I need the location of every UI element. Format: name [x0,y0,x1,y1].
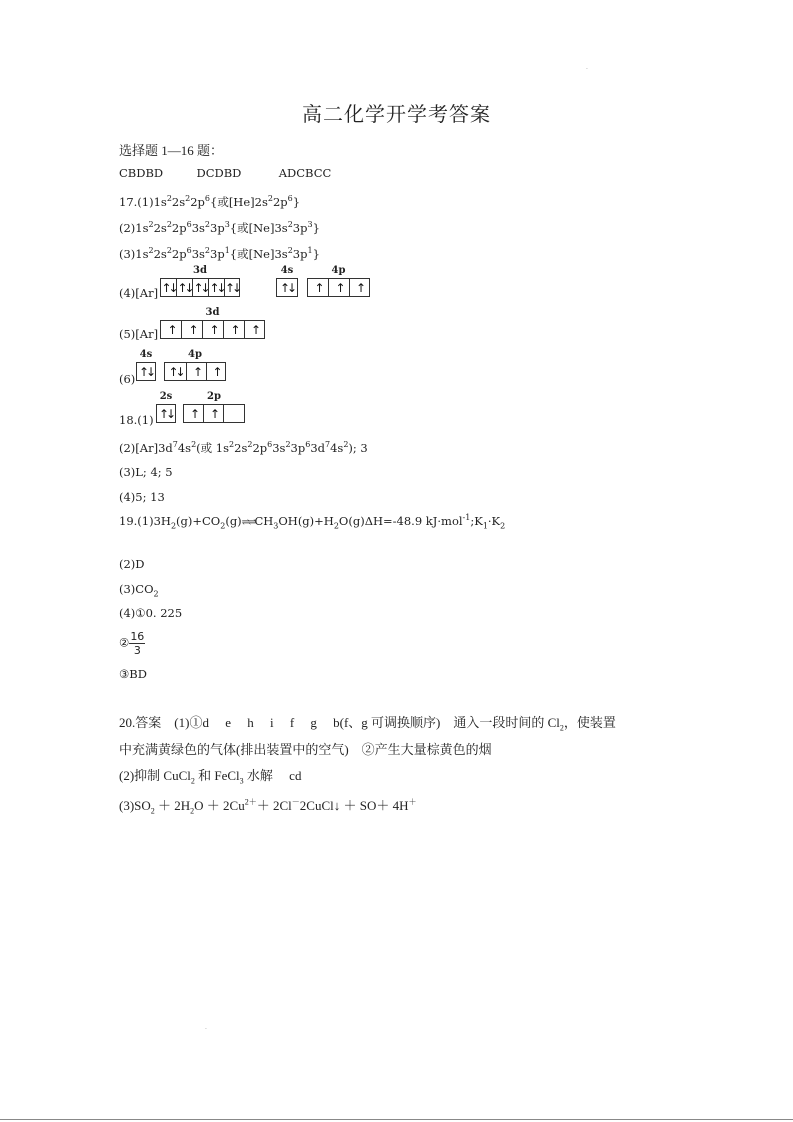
q18-part4: (4)5; 13 [119,490,165,504]
q20-part1: 20.答案 (1)①d e h i f g b(f、g 可调换顺序) 通入一段时间的 $Cl_2$，使装置 [119,715,616,733]
q18-part1-label: 18.(1) [119,413,154,427]
mc-header: 选择题 1—16 题： [119,143,224,158]
orb4-4s: 4s ↑↓ [276,278,298,297]
orb18-2p: 2p ↑ ↑ [183,404,245,423]
q18-part2: $(2)[Ar]3d^74s^2$(或 $1s^22s^22p^63s^23p^63d^74s^2$); 3 [119,440,368,455]
mc-group-1: CBDBD [119,166,164,180]
bottom-rule [0,1119,793,1120]
q18-part3: (3)L; 4; 5 [119,465,173,479]
q20-part2: (2)抑制 CuCl$_2$ 和 FeCl$_3$ 水解 cd [119,768,302,786]
q17-part5-label: (5)[Ar] [119,327,159,341]
q17-part6-label: (6) [119,372,136,386]
orb4-4p: 4p ↑ ↑ ↑ [307,278,370,297]
orb6-4p: 4p ↑↓ ↑ ↑ [164,362,226,381]
q17-part4-label: (4)[Ar] [119,286,159,300]
orb5-3d: 3d ↑ ↑ ↑ ↑ ↑ [160,320,265,339]
q17-p1-text: $(1)1s^22s^22p^6${或$[He]2s^22p^6$} [137,194,301,209]
q17-part2: $(2)1s^22s^22p^63s^23p^3${或$[Ne]3s^23p^3$} [119,220,320,235]
mc-group-2: DCDBD [196,166,242,180]
q20-part3: $(3)SO_2 + 2H_2O + 2Cu^{2+}+$ 2Cl－2CuCl↓ ＋ SO＋ 4H＋ [119,797,417,816]
q19-part4: (4)①0. 225 [119,606,183,620]
q19-part1: $19.(1)3H_2(g)+CO_2(g)\rightleftharpoons\rightleftharpoons CH_3OH(g)+H_2O(g)\Delta H=-48.9$ $kJ\cdot mol^{-1};K_1\cdot K_2$ [119,513,506,531]
q19-part5: ② $\frac{16}{3}$ [119,630,145,657]
speck: . [205,1024,207,1031]
q19-part6: ③BD [119,667,147,681]
q17-part1 [119,194,300,210]
orb18-2s: 2s ↑↓ [156,404,176,423]
orb6-4s: 4s ↑↓ [136,362,156,381]
speck: . [586,64,588,71]
page-title: 高二化学开学考答案 [302,102,491,126]
mc-answers [119,166,331,180]
q17-label: 17. [119,195,138,209]
q19-part2: (2)D [119,557,145,571]
q20-part1b: 中充满黄绿色的气体(排出装置中的空气) ②产生大量棕黄色的烟 [119,742,492,757]
q17-part3: $(3)1s^22s^22p^63s^23p^1${或$[Ne]3s^23p^1$} [119,246,320,261]
q19-part3: $(3)CO_2$ [119,582,159,599]
mc-group-3: ADCBCC [278,166,332,180]
orb4-3d: 3d ↑↓ ↑↓ ↑↓ ↑↓↑↓ [161,265,240,295]
fraction: $\frac{16}{3}$ [130,630,145,657]
